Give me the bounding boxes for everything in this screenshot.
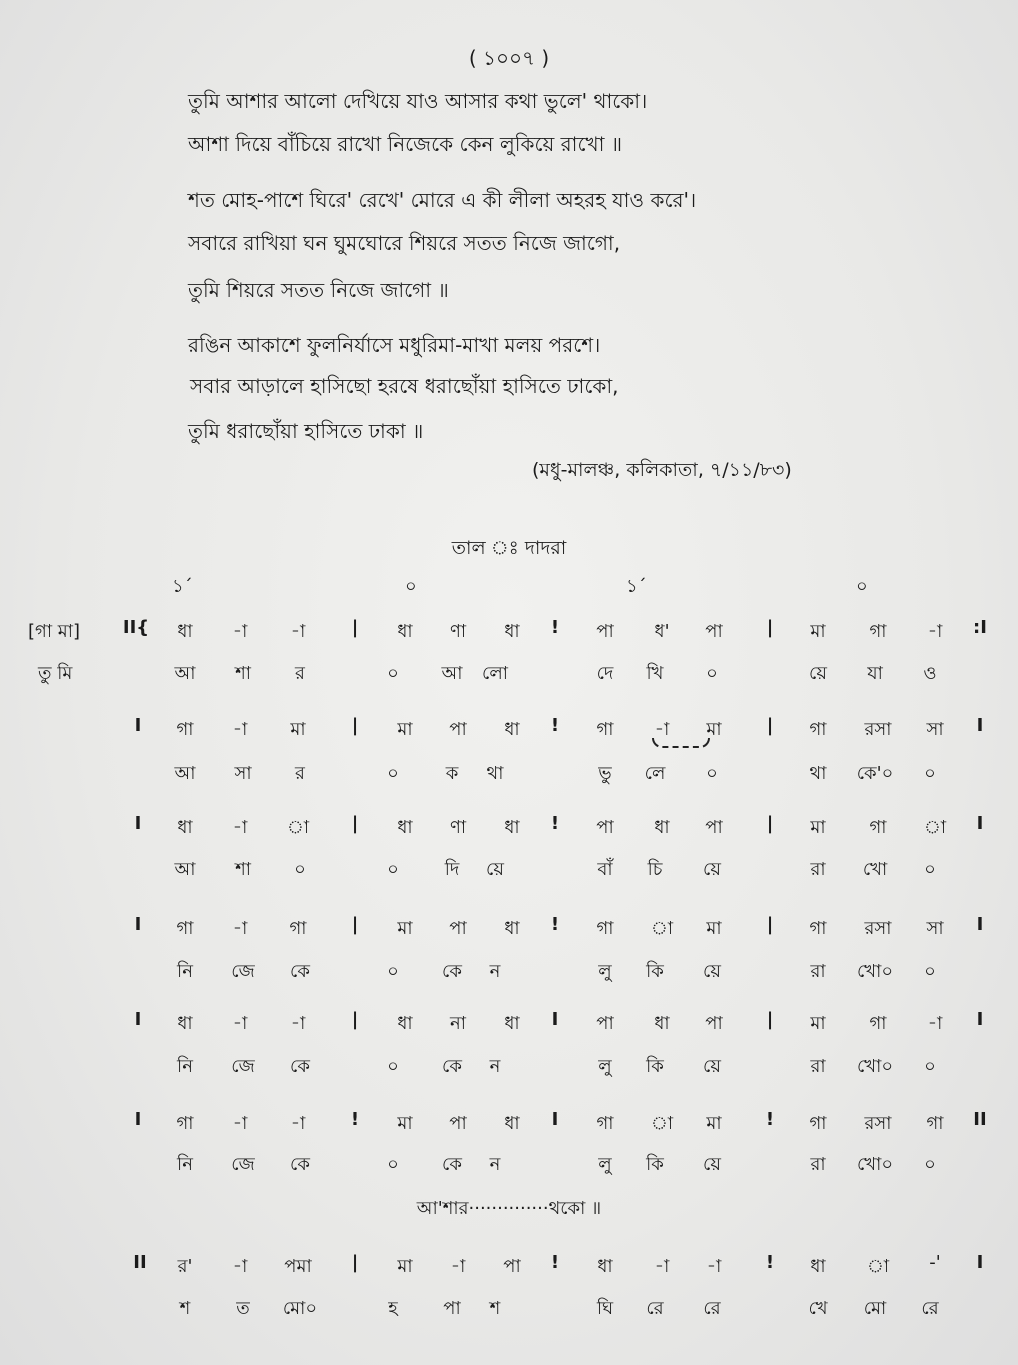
row-end-mark: I	[976, 1252, 984, 1273]
lyric-syllable: রে	[703, 1298, 721, 1319]
lyric-syllable: জে	[231, 961, 255, 982]
lyric-syllable: কে	[290, 1154, 310, 1175]
swara-note: ধা	[597, 1256, 613, 1277]
swara-note: গা	[869, 1013, 887, 1034]
lyric-syllable: দি	[444, 859, 460, 880]
swara-note: ধা	[504, 621, 520, 642]
swara-note: ধ'	[654, 621, 670, 642]
bar-line: I	[551, 1009, 559, 1030]
lyric-syllable: শা	[235, 663, 251, 684]
tal-marker: ০	[405, 576, 417, 597]
swara-note: রসা	[864, 719, 892, 740]
swara-note: -া	[232, 1113, 248, 1134]
bar-line: I	[551, 1109, 559, 1130]
row-start-mark: II	[133, 1252, 147, 1273]
lyric-syllable: কি	[646, 1154, 664, 1175]
lyric-syllable: ক	[445, 763, 459, 784]
row-end-mark: I	[976, 813, 984, 834]
swara-note: ণা	[449, 621, 467, 642]
lyric-syllable: আ	[174, 859, 196, 880]
swara-note: -া	[706, 1256, 722, 1277]
swara-note: মা	[706, 918, 722, 939]
lyric-syllable: দে	[596, 663, 614, 684]
bar-line: !	[765, 1252, 775, 1273]
bar-line: !	[765, 1109, 775, 1130]
swara-note: -া	[450, 1256, 466, 1277]
lyric-syllable: নি	[177, 1056, 193, 1077]
lyric-syllable: নি	[177, 1154, 193, 1175]
bar-line: !	[550, 715, 560, 736]
lyric-syllable: শ	[179, 1298, 191, 1319]
poem-line: তুমি আশার আলো দেখিয়ে যাও আসার কথা ভুলে' থাকো।	[188, 89, 648, 113]
swara-note: া	[923, 817, 947, 838]
swara-note: -'	[929, 1252, 941, 1273]
lyric-syllable: কে	[442, 1056, 462, 1077]
swara-note: পা	[705, 1013, 723, 1034]
swara-note: মা	[810, 1013, 826, 1034]
swara-note: া	[650, 918, 674, 939]
lyric-syllable: খো০	[856, 1056, 894, 1077]
swara-note: গা	[869, 817, 887, 838]
swara-note: সা	[926, 719, 944, 740]
swara-note: ধা	[504, 719, 520, 740]
swara-note: মা	[397, 719, 413, 740]
lyric-syllable: কে	[442, 961, 462, 982]
bar-line: |	[351, 914, 359, 935]
swara-note: মা	[810, 817, 826, 838]
swara-note: ধা	[177, 621, 193, 642]
lyric-syllable: জে	[231, 1154, 255, 1175]
slur-mark	[652, 738, 710, 748]
lyric-syllable: র	[295, 663, 305, 684]
swara-note: গা	[176, 719, 194, 740]
swara-note: -া	[654, 1256, 670, 1277]
lyric-syllable: শ	[489, 1298, 501, 1319]
bar-line: |	[351, 715, 359, 736]
tal-marker: ১´	[626, 576, 647, 597]
lyric-syllable: ০	[924, 763, 936, 784]
lyric-syllable: র	[295, 763, 305, 784]
row-lead-lyrics: তু মি	[38, 663, 73, 684]
bar-line: |	[351, 813, 359, 834]
lyric-syllable: ০	[924, 859, 936, 880]
swara-note: গা	[176, 1113, 194, 1134]
row-end-mark: I	[976, 1009, 984, 1030]
swara-note: সা	[926, 918, 944, 939]
swara-note: মা	[706, 1113, 722, 1134]
lyric-syllable: জে	[231, 1056, 255, 1077]
lyric-syllable: ত	[236, 1298, 250, 1319]
swara-note: ধা	[654, 817, 670, 838]
lyric-syllable: ০	[387, 663, 399, 684]
swara-note: পমা	[284, 1256, 312, 1277]
swara-note: র'	[177, 1256, 193, 1277]
poem-line: শত মোহ-পাশে ঘিরে' রেখে' মোরে এ কী লীলা অহরহ যাও করে'।	[188, 188, 697, 212]
lyric-syllable: রা	[810, 1056, 826, 1077]
row-start-mark: I	[134, 813, 142, 834]
lyric-syllable: কি	[646, 961, 664, 982]
lyric-syllable: রে	[646, 1298, 664, 1319]
lyric-syllable: রা	[810, 1154, 826, 1175]
swara-note: পা	[596, 817, 614, 838]
lyric-syllable: য়ে	[703, 859, 721, 880]
lyric-syllable: কে	[290, 1056, 310, 1077]
lyric-syllable: রে	[921, 1298, 939, 1319]
swara-note: গা	[809, 918, 827, 939]
bar-line: !	[550, 914, 560, 935]
lyric-syllable: কে'০	[856, 763, 894, 784]
row-start-mark: II{	[122, 617, 150, 638]
lyric-syllable: লে	[644, 763, 666, 784]
lyric-syllable: য়ে	[486, 859, 504, 880]
lyric-syllable: ন	[489, 1154, 501, 1175]
lyric-syllable: লু	[598, 1154, 612, 1175]
lyric-syllable: ঘি	[596, 1298, 614, 1319]
swara-note: মা	[810, 621, 826, 642]
lyric-syllable: মো	[863, 1298, 887, 1319]
swara-note: গা	[289, 918, 307, 939]
swara-note: মা	[397, 918, 413, 939]
swara-note: পা	[596, 1013, 614, 1034]
swara-note: গা	[596, 719, 614, 740]
lyric-syllable: রা	[810, 961, 826, 982]
swara-note: মা	[397, 1256, 413, 1277]
poem-line: রঙিন আকাশে ফুলনির্যাসে মধুরিমা-মাখা মলয় পরশে।	[188, 333, 601, 357]
lyric-syllable: থা	[809, 763, 827, 784]
lyric-syllable: য়ে	[703, 961, 721, 982]
lyric-syllable: ভু	[598, 763, 612, 784]
source-citation: (মধু-মালঞ্চ, কলিকাতা, ৭/১১/৮৩)	[532, 459, 792, 481]
row-start-mark: I	[134, 715, 142, 736]
lyric-syllable: ০	[706, 763, 718, 784]
lyric-syllable: কি	[646, 1056, 664, 1077]
swara-note: ধা	[504, 817, 520, 838]
swara-note: ধা	[810, 1256, 826, 1277]
lyric-syllable: মো০	[282, 1298, 318, 1319]
lyric-syllable: ০	[387, 1056, 399, 1077]
swara-note: গা	[596, 918, 614, 939]
swara-note: -া	[232, 1013, 248, 1034]
swara-note: -া	[290, 621, 306, 642]
bar-line: |	[351, 617, 359, 638]
row-end-mark: I	[976, 715, 984, 736]
row-start-mark: I	[134, 1109, 142, 1130]
swara-note: ধা	[654, 1013, 670, 1034]
swara-note: া	[866, 1256, 890, 1277]
swara-note: -া	[654, 719, 670, 740]
bar-line: |	[766, 715, 774, 736]
lyric-syllable: ০	[924, 1154, 936, 1175]
lyric-syllable: খো০	[856, 961, 894, 982]
bar-line: |	[351, 1252, 359, 1273]
swara-note: না	[450, 1013, 466, 1034]
poem-line: সবার আড়ালে হাসিছো হরষে ধরাছোঁয়া হাসিতে ঢাকো,	[190, 374, 619, 398]
lyric-syllable: ও	[923, 663, 937, 684]
swara-note: -া	[927, 621, 943, 642]
bar-line: !	[550, 1252, 560, 1273]
lyric-syllable: লু	[598, 961, 612, 982]
swara-note: মা	[290, 719, 306, 740]
bar-line: !	[550, 813, 560, 834]
row-lead-notes: [গা মা]	[28, 621, 80, 642]
swara-note: -া	[232, 621, 248, 642]
bar-line: |	[351, 1009, 359, 1030]
bar-line: |	[766, 813, 774, 834]
bar-line: !	[350, 1109, 360, 1130]
swara-note: -া	[232, 1256, 248, 1277]
lyric-syllable: ০	[387, 859, 399, 880]
lyric-syllable: য়ে	[703, 1154, 721, 1175]
lyric-syllable: খো০	[856, 1154, 894, 1175]
swara-note: ধা	[177, 817, 193, 838]
swara-note: রসা	[864, 1113, 892, 1134]
lyric-syllable: লু	[598, 1056, 612, 1077]
swara-note: -া	[927, 1013, 943, 1034]
poem-line: তুমি ধরাছোঁয়া হাসিতে ঢাকা ॥	[188, 419, 424, 443]
lyric-syllable: ০	[387, 1154, 399, 1175]
swara-note: া	[650, 1113, 674, 1134]
swara-note: গা	[869, 621, 887, 642]
bar-line: |	[766, 1009, 774, 1030]
lyric-syllable: হ	[388, 1298, 398, 1319]
row-start-mark: I	[134, 1009, 142, 1030]
lyric-syllable: লো	[482, 663, 508, 684]
refrain-line: আ'শার··············থকো ॥	[416, 1198, 602, 1219]
tal-marker: ১´	[172, 576, 193, 597]
lyric-syllable: কে	[290, 961, 310, 982]
swara-note: গা	[926, 1113, 944, 1134]
poem-line: সবারে রাখিয়া ঘন ঘুমঘোরে শিয়রে সতত নিজে জাগো,	[188, 231, 621, 255]
lyric-syllable: আ	[174, 663, 196, 684]
lyric-syllable: সা	[234, 763, 252, 784]
lyric-syllable: কে	[442, 1154, 462, 1175]
lyric-syllable: খো	[862, 859, 888, 880]
swara-note: পা	[449, 719, 467, 740]
lyric-syllable: ০	[924, 1056, 936, 1077]
bar-line: |	[766, 914, 774, 935]
swara-note: গা	[596, 1113, 614, 1134]
lyric-syllable: বাঁ	[597, 859, 613, 880]
swara-note: -া	[232, 918, 248, 939]
swara-note: -া	[232, 719, 248, 740]
swara-note: পা	[449, 1113, 467, 1134]
lyric-syllable: যা	[867, 663, 883, 684]
lyric-syllable: থা	[486, 763, 504, 784]
swara-note: গা	[176, 918, 194, 939]
swara-note: ধা	[177, 1013, 193, 1034]
lyric-syllable: পা	[443, 1298, 461, 1319]
bar-line: !	[550, 617, 560, 638]
lyric-syllable: চি	[647, 859, 663, 880]
row-end-mark: II	[973, 1109, 987, 1130]
lyric-syllable: ০	[706, 663, 718, 684]
swara-note: মা	[397, 1113, 413, 1134]
lyric-syllable: খি	[646, 663, 664, 684]
swara-note: ধা	[397, 1013, 413, 1034]
swara-note: গা	[809, 719, 827, 740]
lyric-syllable: ন	[489, 961, 501, 982]
swara-note: -া	[290, 1113, 306, 1134]
swara-note: পা	[705, 817, 723, 838]
lyric-syllable: ০	[387, 763, 399, 784]
swara-note: পা	[503, 1256, 521, 1277]
lyric-syllable: ০	[387, 961, 399, 982]
bar-line: |	[766, 617, 774, 638]
swara-note: ধা	[504, 918, 520, 939]
swara-note: গা	[809, 1113, 827, 1134]
lyric-syllable: ০	[924, 961, 936, 982]
swara-note: -া	[232, 817, 248, 838]
poem-line: আশা দিয়ে বাঁচিয়ে রাখো নিজেকে কেন লুকিয়ে রাখো ॥	[188, 132, 623, 156]
swara-note: -া	[290, 1013, 306, 1034]
swara-note: ধা	[397, 621, 413, 642]
row-start-mark: I	[134, 914, 142, 935]
poem-line: তুমি শিয়রে সতত নিজে জাগো ॥	[188, 278, 449, 302]
row-end-mark: :I	[973, 617, 987, 638]
swara-note: পা	[449, 918, 467, 939]
lyric-syllable: ন	[489, 1056, 501, 1077]
lyric-syllable: রা	[810, 859, 826, 880]
lyric-syllable: য়ে	[809, 663, 827, 684]
swara-note: ধা	[504, 1113, 520, 1134]
swara-note: ধা	[397, 817, 413, 838]
swara-note: ণা	[449, 817, 467, 838]
swara-note: পা	[705, 621, 723, 642]
lyric-syllable: খে	[808, 1298, 828, 1319]
lyric-syllable: য়ে	[703, 1056, 721, 1077]
swara-note: া	[286, 817, 310, 838]
swara-note: ধা	[504, 1013, 520, 1034]
lyric-syllable: শা	[235, 859, 251, 880]
lyric-syllable: নি	[177, 961, 193, 982]
swara-note: রসা	[864, 918, 892, 939]
swara-note: মা	[706, 719, 722, 740]
page-number: ( ১০০৭ )	[468, 46, 550, 70]
swara-note: পা	[596, 621, 614, 642]
lyric-syllable: আ	[174, 763, 196, 784]
tal-marker: ০	[856, 576, 868, 597]
tal-heading: তাল ঃ দাদরা	[451, 537, 567, 559]
lyric-syllable: ০	[294, 859, 306, 880]
row-end-mark: I	[976, 914, 984, 935]
lyric-syllable: আ	[441, 663, 463, 684]
